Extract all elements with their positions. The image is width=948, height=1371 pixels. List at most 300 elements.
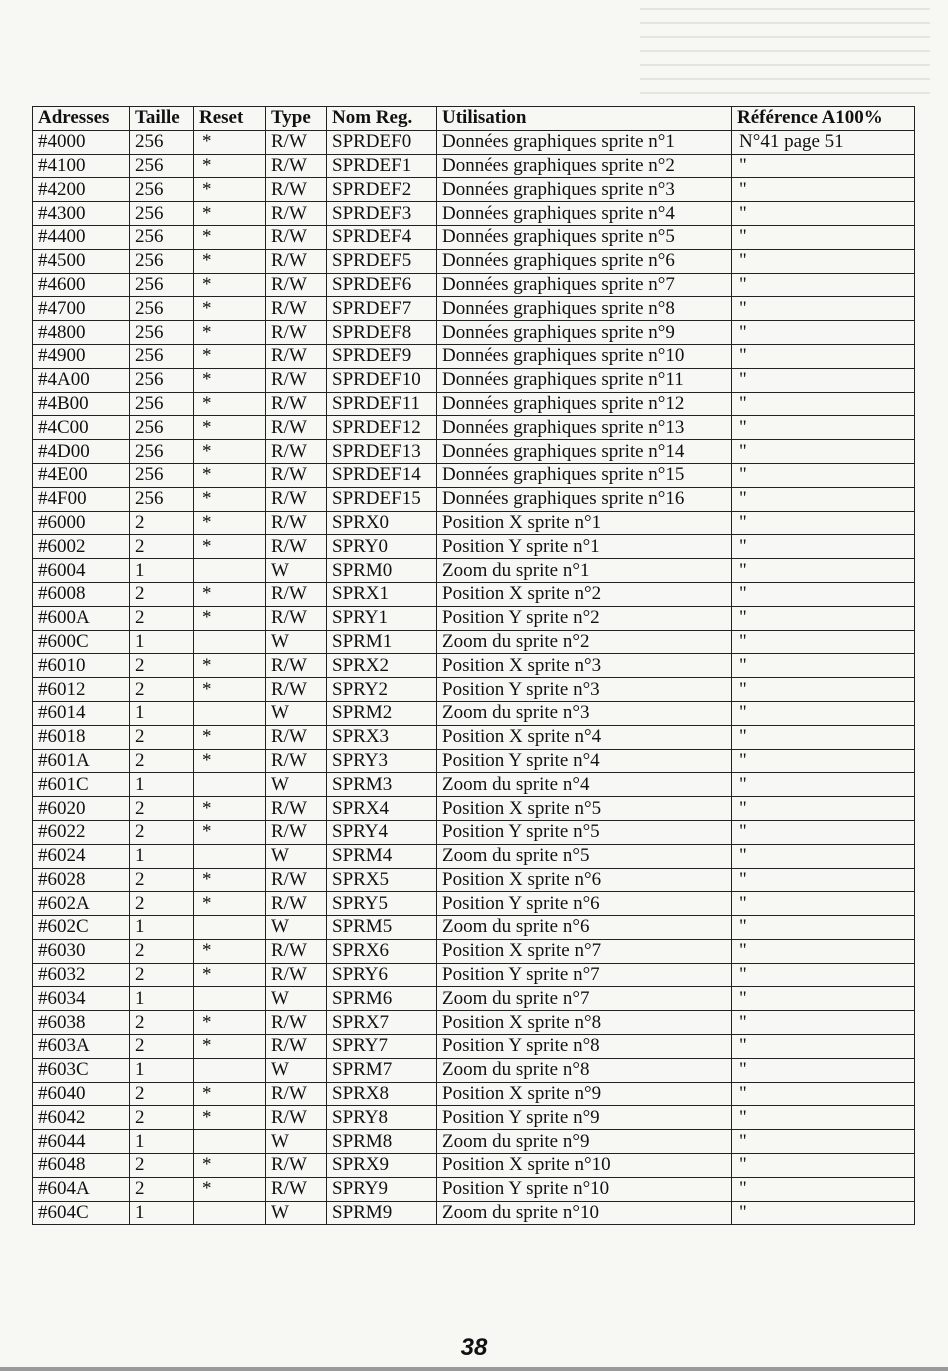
usage-cell: Données graphiques sprite n°8	[437, 297, 732, 321]
reset-cell: *	[194, 1106, 266, 1130]
reference-cell: "	[732, 678, 915, 702]
type-cell: W	[266, 559, 327, 583]
reset-cell	[194, 630, 266, 654]
type-cell: R/W	[266, 297, 327, 321]
type-cell: R/W	[266, 797, 327, 821]
type-cell: R/W	[266, 1177, 327, 1201]
reset-cell: *	[194, 963, 266, 987]
reference-cell: N°41 page 51	[732, 130, 915, 154]
table-row	[33, 392, 915, 416]
register-name-cell: SPRDEF5	[327, 249, 437, 273]
reference-cell: "	[732, 654, 915, 678]
reset-cell: *	[194, 1082, 266, 1106]
reset-cell: *	[194, 797, 266, 821]
table-row	[33, 1154, 915, 1178]
usage-cell: Zoom du sprite n°5	[437, 844, 732, 868]
table-row	[33, 678, 915, 702]
reset-cell: *	[194, 202, 266, 226]
usage-cell: Zoom du sprite n°6	[437, 916, 732, 940]
usage-cell: Position X sprite n°4	[437, 725, 732, 749]
table-row	[33, 1201, 915, 1225]
type-cell: R/W	[266, 725, 327, 749]
address-cell: #4400	[33, 225, 130, 249]
address-cell: #4A00	[33, 368, 130, 392]
size-cell: 256	[130, 225, 194, 249]
address-cell: #6002	[33, 535, 130, 559]
reset-cell	[194, 701, 266, 725]
usage-cell: Données graphiques sprite n°5	[437, 225, 732, 249]
usage-cell: Position Y sprite n°4	[437, 749, 732, 773]
reset-cell: *	[194, 606, 266, 630]
reset-cell: *	[194, 868, 266, 892]
table-row	[33, 368, 915, 392]
table-row	[33, 559, 915, 583]
header-reference: Référence A100%	[732, 107, 915, 131]
usage-cell: Données graphiques sprite n°4	[437, 202, 732, 226]
reference-cell: "	[732, 939, 915, 963]
reset-cell	[194, 1201, 266, 1225]
table-row	[33, 701, 915, 725]
type-cell: R/W	[266, 463, 327, 487]
address-cell: #4B00	[33, 392, 130, 416]
size-cell: 256	[130, 273, 194, 297]
register-name-cell: SPRX1	[327, 582, 437, 606]
type-cell: R/W	[266, 535, 327, 559]
address-cell: #4C00	[33, 416, 130, 440]
address-cell: #602C	[33, 916, 130, 940]
type-cell: W	[266, 630, 327, 654]
reference-cell: "	[732, 1082, 915, 1106]
table-row	[33, 154, 915, 178]
reset-cell	[194, 844, 266, 868]
register-name-cell: SPRDEF11	[327, 392, 437, 416]
address-cell: #4500	[33, 249, 130, 273]
table-row	[33, 535, 915, 559]
usage-cell: Position Y sprite n°1	[437, 535, 732, 559]
address-cell: #6008	[33, 582, 130, 606]
table-row	[33, 654, 915, 678]
address-cell: #603A	[33, 1035, 130, 1059]
reference-cell: "	[732, 1011, 915, 1035]
reset-cell: *	[194, 535, 266, 559]
reference-cell: "	[732, 1035, 915, 1059]
register-name-cell: SPRM7	[327, 1058, 437, 1082]
size-cell: 2	[130, 535, 194, 559]
register-name-cell: SPRX6	[327, 939, 437, 963]
size-cell: 1	[130, 701, 194, 725]
type-cell: R/W	[266, 1011, 327, 1035]
size-cell: 1	[130, 559, 194, 583]
register-name-cell: SPRY6	[327, 963, 437, 987]
register-name-cell: SPRDEF12	[327, 416, 437, 440]
address-cell: #4800	[33, 321, 130, 345]
reference-cell: "	[732, 463, 915, 487]
table-row	[33, 916, 915, 940]
table-row	[33, 868, 915, 892]
address-cell: #6000	[33, 511, 130, 535]
register-name-cell: SPRDEF9	[327, 344, 437, 368]
header-nom-reg: Nom Reg.	[327, 107, 437, 131]
address-cell: #6040	[33, 1082, 130, 1106]
address-cell: #6024	[33, 844, 130, 868]
address-cell: #600A	[33, 606, 130, 630]
reference-cell: "	[732, 297, 915, 321]
reset-cell: *	[194, 297, 266, 321]
address-cell: #4100	[33, 154, 130, 178]
reference-cell: "	[732, 154, 915, 178]
reference-cell: "	[732, 987, 915, 1011]
reference-cell: "	[732, 511, 915, 535]
type-cell: R/W	[266, 582, 327, 606]
register-name-cell: SPRX3	[327, 725, 437, 749]
address-cell: #4700	[33, 297, 130, 321]
type-cell: R/W	[266, 321, 327, 345]
size-cell: 256	[130, 440, 194, 464]
usage-cell: Position X sprite n°6	[437, 868, 732, 892]
address-cell: #600C	[33, 630, 130, 654]
usage-cell: Zoom du sprite n°4	[437, 773, 732, 797]
usage-cell: Position X sprite n°5	[437, 797, 732, 821]
reset-cell: *	[194, 511, 266, 535]
reset-cell: *	[194, 130, 266, 154]
address-cell: #604A	[33, 1177, 130, 1201]
type-cell: R/W	[266, 202, 327, 226]
type-cell: R/W	[266, 678, 327, 702]
table-row	[33, 1082, 915, 1106]
reference-cell: "	[732, 820, 915, 844]
table-row	[33, 249, 915, 273]
size-cell: 256	[130, 178, 194, 202]
usage-cell: Position X sprite n°3	[437, 654, 732, 678]
table-row	[33, 582, 915, 606]
register-name-cell: SPRM8	[327, 1130, 437, 1154]
register-name-cell: SPRDEF3	[327, 202, 437, 226]
header-reset: Reset	[194, 107, 266, 131]
table-row	[33, 844, 915, 868]
size-cell: 256	[130, 297, 194, 321]
size-cell: 256	[130, 368, 194, 392]
address-cell: #4200	[33, 178, 130, 202]
header-adresses: Adresses	[33, 107, 130, 131]
size-cell: 2	[130, 511, 194, 535]
reset-cell: *	[194, 178, 266, 202]
table-row	[33, 225, 915, 249]
table-row	[33, 130, 915, 154]
reference-cell: "	[732, 868, 915, 892]
register-name-cell: SPRY0	[327, 535, 437, 559]
address-cell: #4300	[33, 202, 130, 226]
table-row	[33, 797, 915, 821]
table-row	[33, 297, 915, 321]
type-cell: R/W	[266, 868, 327, 892]
reset-cell: *	[194, 749, 266, 773]
usage-cell: Position Y sprite n°8	[437, 1035, 732, 1059]
reference-cell: "	[732, 1154, 915, 1178]
register-name-cell: SPRM3	[327, 773, 437, 797]
reset-cell: *	[194, 678, 266, 702]
reference-cell: "	[732, 582, 915, 606]
size-cell: 256	[130, 344, 194, 368]
type-cell: R/W	[266, 1082, 327, 1106]
size-cell: 256	[130, 249, 194, 273]
usage-cell: Zoom du sprite n°9	[437, 1130, 732, 1154]
reference-cell: "	[732, 725, 915, 749]
reference-cell: "	[732, 368, 915, 392]
size-cell: 256	[130, 130, 194, 154]
reset-cell: *	[194, 321, 266, 345]
type-cell: R/W	[266, 606, 327, 630]
register-name-cell: SPRM6	[327, 987, 437, 1011]
reset-cell: *	[194, 416, 266, 440]
reference-cell: "	[732, 273, 915, 297]
reference-cell: "	[732, 844, 915, 868]
size-cell: 2	[130, 582, 194, 606]
type-cell: R/W	[266, 225, 327, 249]
reference-cell: "	[732, 1201, 915, 1225]
table-row	[33, 820, 915, 844]
register-name-cell: SPRY4	[327, 820, 437, 844]
address-cell: #4E00	[33, 463, 130, 487]
size-cell: 2	[130, 1011, 194, 1035]
reference-cell: "	[732, 559, 915, 583]
type-cell: R/W	[266, 178, 327, 202]
reference-cell: "	[732, 797, 915, 821]
reset-cell: *	[194, 368, 266, 392]
reference-cell: "	[732, 202, 915, 226]
size-cell: 256	[130, 321, 194, 345]
reset-cell	[194, 1130, 266, 1154]
usage-cell: Données graphiques sprite n°16	[437, 487, 732, 511]
usage-cell: Position X sprite n°10	[437, 1154, 732, 1178]
type-cell: W	[266, 773, 327, 797]
usage-cell: Zoom du sprite n°7	[437, 987, 732, 1011]
reset-cell: *	[194, 1177, 266, 1201]
table-row	[33, 416, 915, 440]
usage-cell: Position Y sprite n°7	[437, 963, 732, 987]
reference-cell: "	[732, 630, 915, 654]
reference-cell: "	[732, 892, 915, 916]
address-cell: #6034	[33, 987, 130, 1011]
register-name-cell: SPRDEF7	[327, 297, 437, 321]
usage-cell: Données graphiques sprite n°7	[437, 273, 732, 297]
reset-cell: *	[194, 1035, 266, 1059]
reference-cell: "	[732, 1130, 915, 1154]
type-cell: R/W	[266, 820, 327, 844]
table-row	[33, 463, 915, 487]
table-row	[33, 321, 915, 345]
register-name-cell: SPRY9	[327, 1177, 437, 1201]
type-cell: R/W	[266, 440, 327, 464]
register-name-cell: SPRY2	[327, 678, 437, 702]
type-cell: R/W	[266, 1154, 327, 1178]
address-cell: #6042	[33, 1106, 130, 1130]
address-cell: #6018	[33, 725, 130, 749]
size-cell: 2	[130, 1154, 194, 1178]
register-name-cell: SPRDEF13	[327, 440, 437, 464]
type-cell: W	[266, 1058, 327, 1082]
register-name-cell: SPRDEF6	[327, 273, 437, 297]
register-name-cell: SPRDEF4	[327, 225, 437, 249]
table-row	[33, 749, 915, 773]
register-name-cell: SPRDEF2	[327, 178, 437, 202]
size-cell: 256	[130, 487, 194, 511]
size-cell: 1	[130, 916, 194, 940]
type-cell: R/W	[266, 1035, 327, 1059]
usage-cell: Données graphiques sprite n°1	[437, 130, 732, 154]
reset-cell	[194, 773, 266, 797]
type-cell: R/W	[266, 963, 327, 987]
size-cell: 2	[130, 749, 194, 773]
register-name-cell: SPRX5	[327, 868, 437, 892]
usage-cell: Position X sprite n°1	[437, 511, 732, 535]
type-cell: W	[266, 1201, 327, 1225]
register-name-cell: SPRY7	[327, 1035, 437, 1059]
address-cell: #6020	[33, 797, 130, 821]
table-row	[33, 1177, 915, 1201]
reset-cell: *	[194, 344, 266, 368]
table-row	[33, 178, 915, 202]
size-cell: 2	[130, 678, 194, 702]
address-cell: #6048	[33, 1154, 130, 1178]
register-name-cell: SPRX4	[327, 797, 437, 821]
reset-cell: *	[194, 273, 266, 297]
type-cell: R/W	[266, 392, 327, 416]
type-cell: W	[266, 916, 327, 940]
size-cell: 2	[130, 797, 194, 821]
table-row	[33, 630, 915, 654]
size-cell: 256	[130, 463, 194, 487]
type-cell: R/W	[266, 273, 327, 297]
register-name-cell: SPRY1	[327, 606, 437, 630]
register-name-cell: SPRDEF15	[327, 487, 437, 511]
type-cell: W	[266, 987, 327, 1011]
table-row	[33, 773, 915, 797]
type-cell: W	[266, 844, 327, 868]
usage-cell: Données graphiques sprite n°10	[437, 344, 732, 368]
size-cell: 2	[130, 1106, 194, 1130]
address-cell: #6010	[33, 654, 130, 678]
type-cell: R/W	[266, 654, 327, 678]
usage-cell: Données graphiques sprite n°11	[437, 368, 732, 392]
register-name-cell: SPRY5	[327, 892, 437, 916]
reference-cell: "	[732, 178, 915, 202]
type-cell: R/W	[266, 416, 327, 440]
table-row	[33, 440, 915, 464]
usage-cell: Zoom du sprite n°1	[437, 559, 732, 583]
page-bottom-edge	[0, 1367, 948, 1371]
usage-cell: Données graphiques sprite n°6	[437, 249, 732, 273]
reset-cell: *	[194, 463, 266, 487]
size-cell: 2	[130, 1082, 194, 1106]
usage-cell: Position X sprite n°7	[437, 939, 732, 963]
register-name-cell: SPRM2	[327, 701, 437, 725]
size-cell: 256	[130, 154, 194, 178]
size-cell: 256	[130, 202, 194, 226]
size-cell: 1	[130, 630, 194, 654]
reference-cell: "	[732, 773, 915, 797]
usage-cell: Données graphiques sprite n°2	[437, 154, 732, 178]
table-row	[33, 344, 915, 368]
register-name-cell: SPRX2	[327, 654, 437, 678]
type-cell: R/W	[266, 249, 327, 273]
size-cell: 2	[130, 963, 194, 987]
size-cell: 2	[130, 1177, 194, 1201]
address-cell: #6032	[33, 963, 130, 987]
table-row	[33, 202, 915, 226]
address-cell: #4900	[33, 344, 130, 368]
register-name-cell: SPRX0	[327, 511, 437, 535]
reset-cell	[194, 916, 266, 940]
size-cell: 1	[130, 1058, 194, 1082]
type-cell: R/W	[266, 511, 327, 535]
reset-cell: *	[194, 582, 266, 606]
address-cell: #6004	[33, 559, 130, 583]
usage-cell: Position Y sprite n°10	[437, 1177, 732, 1201]
register-name-cell: SPRM5	[327, 916, 437, 940]
reset-cell: *	[194, 1011, 266, 1035]
usage-cell: Zoom du sprite n°3	[437, 701, 732, 725]
table-row	[33, 606, 915, 630]
table-row	[33, 273, 915, 297]
register-name-cell: SPRY3	[327, 749, 437, 773]
usage-cell: Données graphiques sprite n°3	[437, 178, 732, 202]
usage-cell: Données graphiques sprite n°9	[437, 321, 732, 345]
register-name-cell: SPRX7	[327, 1011, 437, 1035]
address-cell: #6038	[33, 1011, 130, 1035]
table-row	[33, 1130, 915, 1154]
size-cell: 2	[130, 725, 194, 749]
address-cell: #6022	[33, 820, 130, 844]
bleed-through-text	[640, 8, 930, 98]
reference-cell: "	[732, 1106, 915, 1130]
reset-cell	[194, 987, 266, 1011]
table-row	[33, 1106, 915, 1130]
register-name-cell: SPRM1	[327, 630, 437, 654]
type-cell: R/W	[266, 487, 327, 511]
reference-cell: "	[732, 440, 915, 464]
page-number: 38	[460, 1334, 488, 1361]
size-cell: 1	[130, 844, 194, 868]
header-utilisation: Utilisation	[437, 107, 732, 131]
reference-cell: "	[732, 916, 915, 940]
register-name-cell: SPRDEF10	[327, 368, 437, 392]
register-name-cell: SPRM0	[327, 559, 437, 583]
register-name-cell: SPRY8	[327, 1106, 437, 1130]
usage-cell: Position Y sprite n°6	[437, 892, 732, 916]
register-name-cell: SPRDEF8	[327, 321, 437, 345]
reset-cell: *	[194, 1154, 266, 1178]
usage-cell: Données graphiques sprite n°13	[437, 416, 732, 440]
reference-cell: "	[732, 535, 915, 559]
type-cell: R/W	[266, 344, 327, 368]
table-row	[33, 725, 915, 749]
reference-cell: "	[732, 1177, 915, 1201]
address-cell: #603C	[33, 1058, 130, 1082]
usage-cell: Position Y sprite n°3	[437, 678, 732, 702]
reset-cell: *	[194, 892, 266, 916]
usage-cell: Position X sprite n°2	[437, 582, 732, 606]
size-cell: 2	[130, 868, 194, 892]
reset-cell: *	[194, 654, 266, 678]
address-cell: #601A	[33, 749, 130, 773]
address-cell: #4600	[33, 273, 130, 297]
type-cell: R/W	[266, 154, 327, 178]
reference-cell: "	[732, 606, 915, 630]
usage-cell: Données graphiques sprite n°12	[437, 392, 732, 416]
table-row	[33, 939, 915, 963]
size-cell: 256	[130, 392, 194, 416]
reset-cell: *	[194, 440, 266, 464]
